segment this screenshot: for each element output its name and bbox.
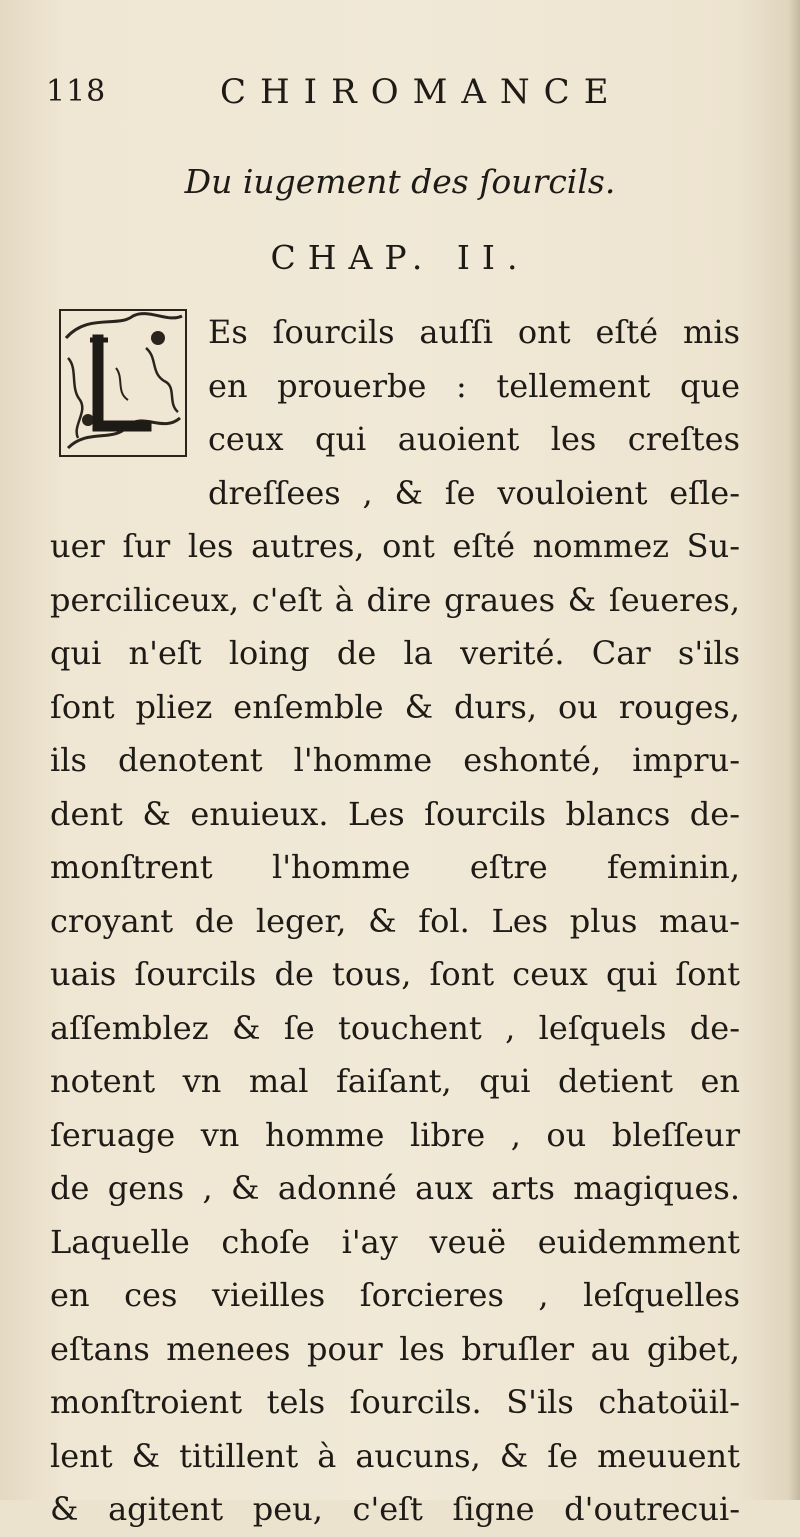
text-line: Laquelle choſe i'ay veuë euidemment	[50, 1222, 740, 1261]
page-number: 118	[46, 74, 107, 109]
chapter-heading: CHAP. II.	[270, 238, 530, 277]
text-line: lent & titillent à aucuns, & ſe meuuent	[50, 1436, 740, 1475]
text-line: en ces vieilles ſorcieres , leſquelles	[50, 1276, 740, 1314]
body-text	[50, 306, 740, 1537]
text-line: de gens , & adonné aux arts magiques.	[50, 1169, 740, 1207]
running-title: CHIROMANCE	[220, 72, 623, 112]
text-line: & agitent peu, c'eſt ſigne d'outrecui-	[50, 1490, 740, 1528]
text-line: ceux qui auoient les creſtes	[208, 420, 740, 458]
text-line: uer ſur les autres, ont eſté nommez Su-	[50, 527, 740, 565]
page-edge-shadow	[788, 0, 800, 1500]
text-line: uais ſourcils de tous, ſont ceux qui ſont	[50, 955, 740, 993]
text-line: qui n'eſt loing de la verité. Car s'ils	[50, 634, 740, 672]
text-line: ſeruage vn homme libre , ou bleſſeur	[50, 1115, 740, 1154]
text-line: croyant de leger, & fol. Les plus mau-	[50, 901, 740, 940]
section-title: Du iugement des ſourcils.	[184, 162, 616, 201]
text-line: dent & enuieux. Les ſourcils blancs de-	[50, 794, 740, 833]
text-line: aſſemblez & ſe touchent , leſquels de-	[50, 1008, 740, 1047]
text-line: notent vn mal faiſant, qui detient en	[50, 1062, 740, 1100]
text-line: en prouerbe : tellement que	[208, 366, 740, 405]
running-head	[40, 70, 740, 120]
text-line: ſont pliez enſemble & durs, ou rouges,	[50, 687, 740, 726]
text-line: perciliceux, c'eſt à dire graues & ſeueres,	[50, 580, 740, 619]
text-line: eſtans menees pour les bruſler au gibet,	[50, 1329, 740, 1368]
text-line: monſtrent l'homme eſtre feminin,	[50, 848, 740, 886]
text-line: ils denotent l'homme eshonté, impru-	[50, 741, 740, 779]
text-line: dreſſees , & ſe vouloient eſle-	[208, 473, 740, 512]
text-line: monſtroient tels ſourcils. S'ils chatoüil-	[50, 1383, 740, 1421]
text-line: Es ſourcils auſſi ont eſté mis	[208, 313, 740, 351]
